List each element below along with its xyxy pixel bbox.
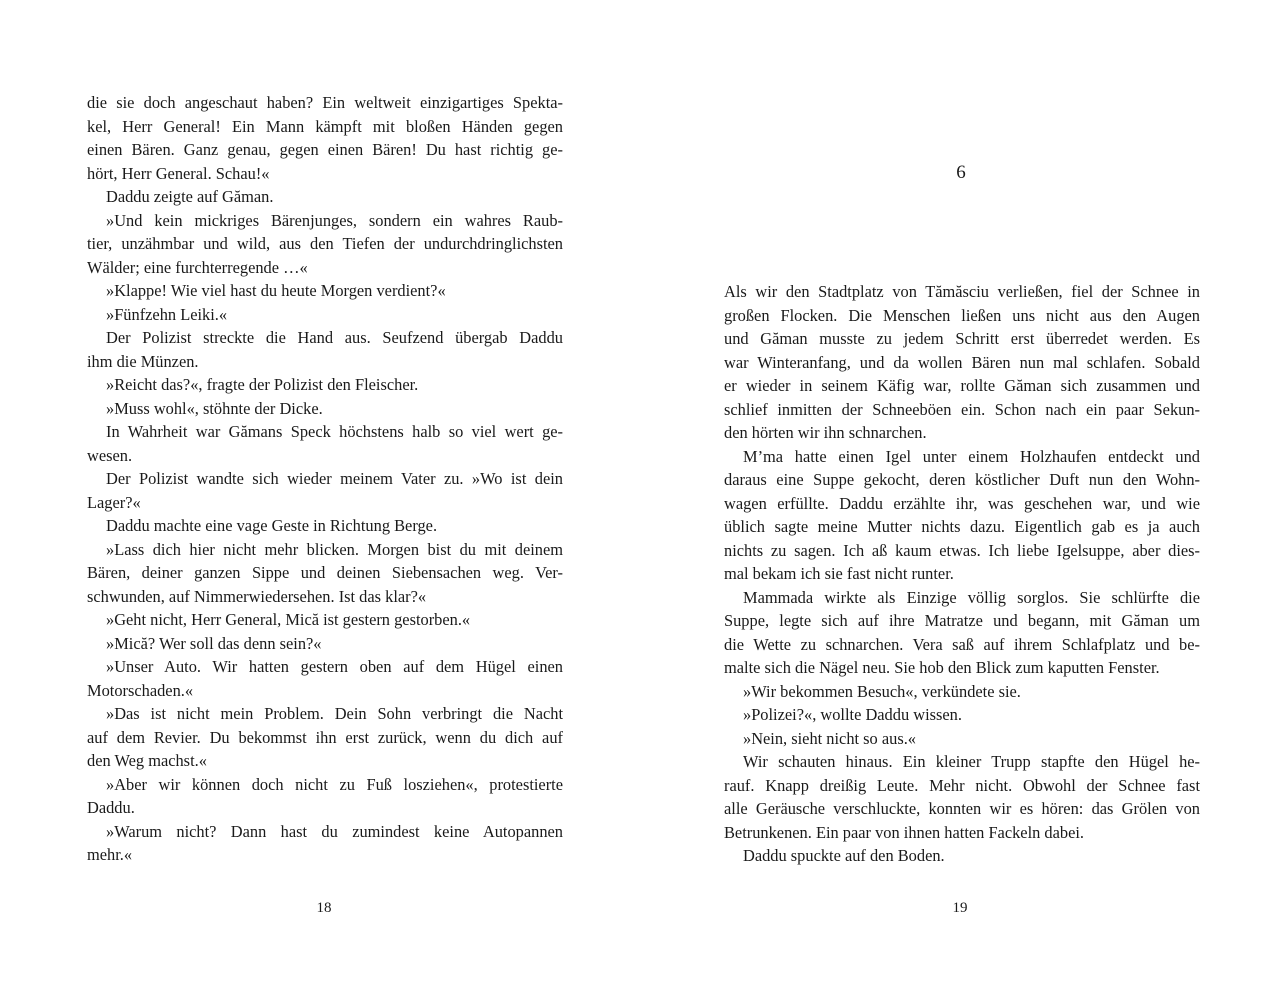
text-line: M’ma hatte einen Igel unter einem Holzhaufen entdeckt und [743,446,1200,466]
text-line: »Lass dich hier nicht mehr blicken. Morgen bist du mit deinem [106,539,563,559]
text-line: kel, Herr General! Ein Mann kämpft mit bloßen Händen gegen [87,116,563,136]
text-line: Bären, deiner ganzen Sippe und deinen Siebensachen weg. Ver- [87,563,563,582]
text-line: »Und kein mickriges Bärenjunges, sondern ein wahres Raub- [106,210,563,230]
text-line: »Unser Auto. Wir hatten gestern oben auf dem Hügel einen [106,657,563,676]
text-line: rauf. Knapp dreißig Leute. Mehr nicht. Obwohl der Schnee fast [724,775,1200,795]
chapter-number: 6 [956,162,966,183]
text-line: auf dem Revier. Du bekommst ihn erst zurück, wenn du dich auf [87,727,563,747]
text-line: den hörten wir ihn schnarchen. [724,423,927,442]
text-line: malte sich die Nägel neu. Sie hob den Blick zum kaputten Fenster. [724,658,1160,677]
text-line: er wieder in seinem Käfig war, rollte Găman sich zusammen und [724,376,1200,395]
text-line: Als wir den Stadtplatz von Tămăsciu verließen, fiel der Schnee in [724,282,1200,301]
text-line: und Găman musste zu jedem Schritt erst überredet werden. Es [724,329,1200,348]
text-line: »Fünfzehn Leiki.« [106,304,228,324]
text-line: mal bekam ich sie fast nicht runter. [724,564,954,583]
text-line: die Wette zu schnarchen. Vera saß auf ihrem Schlafplatz und be- [724,634,1200,654]
text-line: »Aber wir können doch nicht zu Fuß losziehen«, protestierte [106,774,563,794]
text-line: »Nein, sieht nicht so aus.« [743,728,916,748]
text-line: hört, Herr General. Schau!« [87,163,270,183]
text-line: Daddu machte eine vage Geste in Richtung Berge. [106,516,438,535]
text-line: üblich sagte meine Mutter nichts dazu. Eigentlich gab es ja auch [724,517,1200,536]
text-line: nichts zu sagen. Ich aß kaum etwas. Ich liebe Igelsuppe, aber dies- [724,540,1200,560]
text-line: »Das ist nicht mein Problem. Dein Sohn verbringt die Nacht [106,704,563,723]
text-line: die sie doch angeschaut haben? Ein weltweit einzigartiges Spekta- [87,93,563,112]
text-line: mehr.« [87,845,133,864]
text-line: großen Flocken. Die Menschen ließen uns nicht aus den Augen [724,305,1200,325]
text-line: wagen erfüllte. Daddu erzählte ihr, was geschehen war, und wie [724,493,1200,513]
text-line: schlief inmitten der Schneeböen ein. Schon nach ein paar Sekun- [724,399,1200,419]
left-page-number: 18 [316,900,332,916]
text-line: Daddu spuckte auf den Boden. [743,846,945,865]
text-line: »Warum nicht? Dann hast du zumindest keine Autopannen [106,821,563,841]
text-line: Lager?« [87,492,141,512]
text-line: »Wir bekommen Besuch«, verkündete sie. [743,681,1021,701]
text-line: Mammada wirkte als Einzige völlig sorglos. Sie schlürfte die [743,587,1200,607]
text-line: »Reicht das?«, fragte der Polizist den Fleischer. [106,375,419,394]
text-line: daraus eine Suppe gekocht, deren köstlicher Duft nun den Wohn- [724,470,1200,489]
text-line: »Mică? Wer soll das denn sein?« [106,633,322,653]
text-line: alle Geräusche verschluckte, konnten wir es hören: das Grölen von [724,799,1200,818]
text-line: Suppe, legte sich auf ihre Matratze und begann, mit Găman um [724,611,1200,630]
text-line: war Winteranfang, und da wollen Bären nun mal schlafen. Sobald [724,352,1200,372]
text-line: tier, unzähmbar und wild, aus den Tiefen der undurchdringlichsten [87,234,563,253]
text-line: Der Polizist streckte die Hand aus. Seufzend übergab Daddu [106,328,563,347]
text-line: Wälder; eine furchterregende …« [87,257,308,277]
text-line: ihm die Münzen. [87,351,199,371]
text-line: »Muss wohl«, stöhnte der Dicke. [106,398,323,418]
text-line: Wir schauten hinaus. Ein kleiner Trupp stapfte den Hügel he- [743,752,1200,771]
text-line: wesen. [87,445,133,465]
left-page-body-text [87,91,563,867]
text-line: In Wahrheit war Gămans Speck höchstens halb so viel wert ge- [106,422,563,441]
text-line: Daddu. [87,798,135,817]
right-page-body-text [724,280,1200,868]
text-line: »Klappe! Wie viel hast du heute Morgen verdient?« [106,281,446,300]
text-line: Motorschaden.« [87,680,194,700]
text-line: »Geht nicht, Herr General, Mică ist gestern gestorben.« [106,610,471,629]
left-page [0,0,642,1000]
text-line: Daddu zeigte auf Găman. [106,187,274,206]
text-line: »Polizei?«, wollte Daddu wissen. [743,705,962,724]
text-line: einen Bären. Ganz genau, gegen einen Bären! Du hast richtig ge- [87,140,563,159]
text-line: schwunden, auf Nimmerwiedersehen. Ist das klar?« [87,586,427,606]
right-page [642,0,1285,1000]
text-line: Betrunkenen. Ein paar von ihnen hatten Fackeln dabei. [724,822,1085,842]
text-line: Der Polizist wandte sich wieder meinem Vater zu. »Wo ist dein [106,469,563,488]
text-line: den Weg machst.« [87,751,207,770]
right-page-number: 19 [952,900,968,916]
